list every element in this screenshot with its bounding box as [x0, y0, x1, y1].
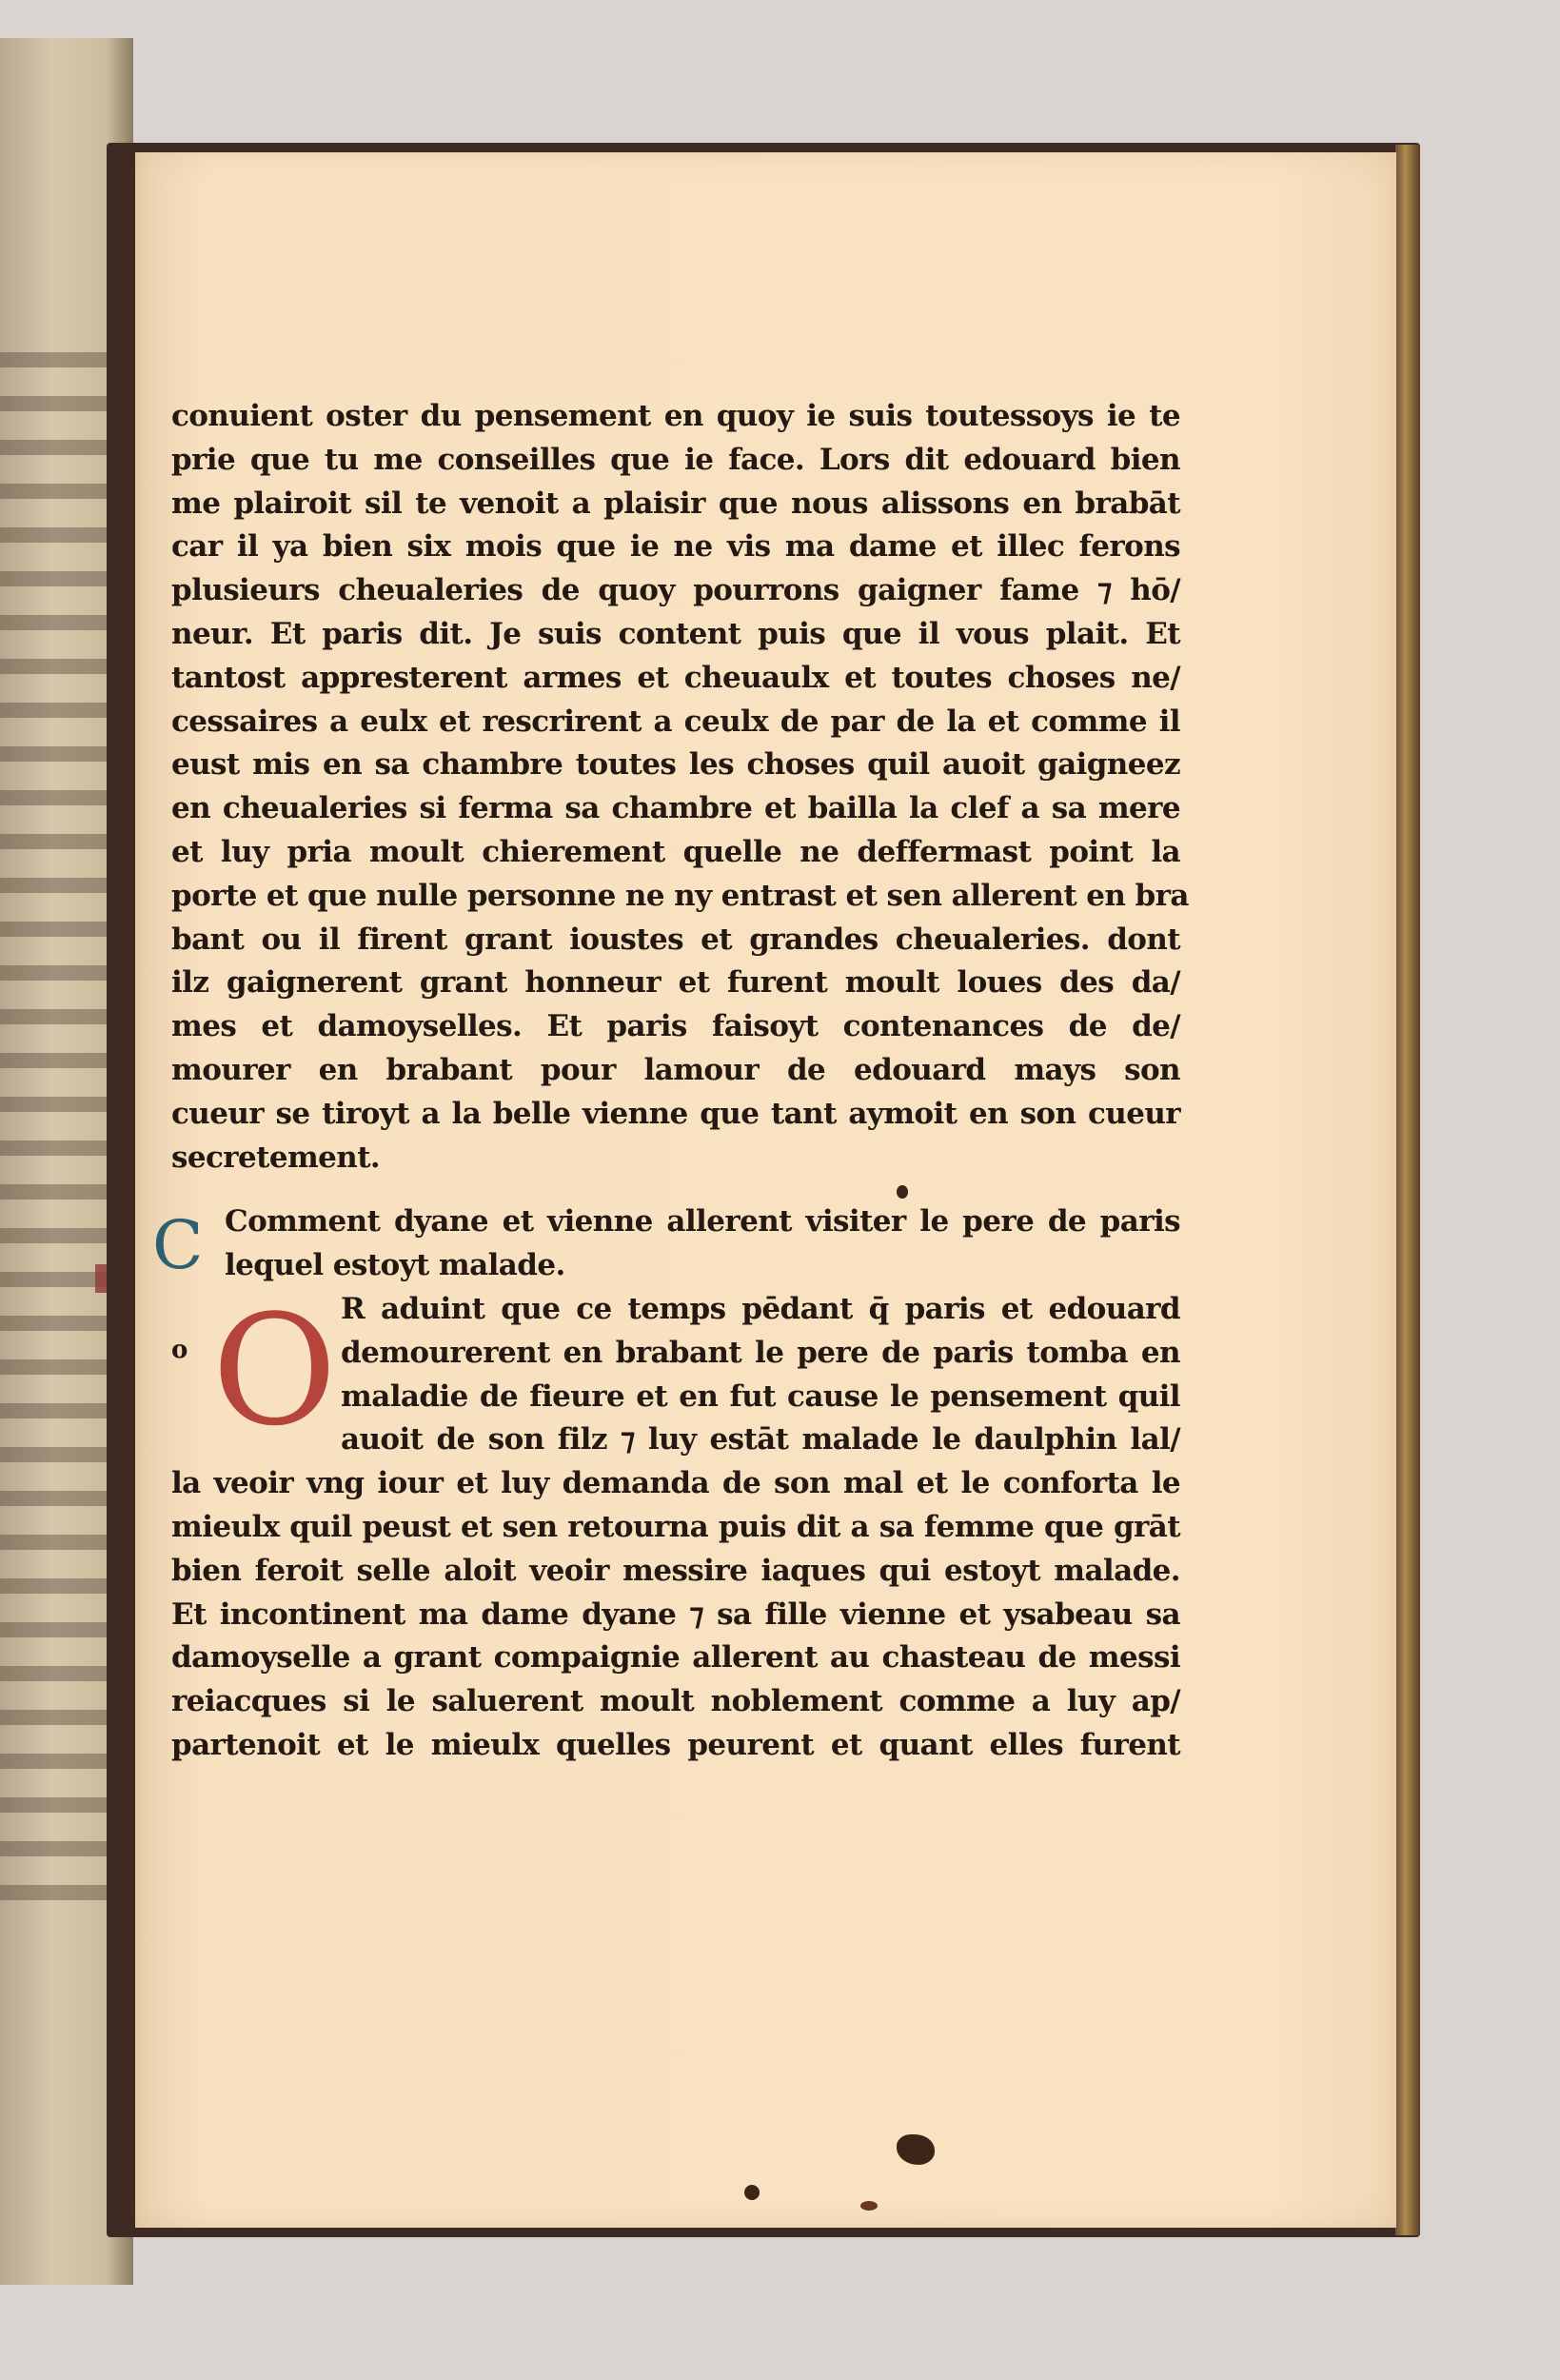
- text-line: la veoir vng iour et luy demanda de son mal et le conforta le: [171, 1466, 1180, 1501]
- text-line: conuient oster du pensement en quoy ie suis toutessoys ie te: [171, 399, 1180, 433]
- text-line: neur. Et paris dit. Je suis content puis que il vous plait. Et: [171, 616, 1180, 651]
- text-line: reiacques si le saluerent moult noblement comme a luy ap/: [171, 1684, 1180, 1719]
- text-line: auoit de son filz ⁊ luy estāt malade le daulphin lal/: [341, 1422, 1180, 1458]
- text-line: eust mis en sa chambre toutes les choses quil auoit gaigneez: [171, 747, 1180, 783]
- text-line: Et incontinent ma dame dyane ⁊ sa fille vienne et ysabeau sa: [171, 1597, 1180, 1632]
- text-line: mes et damoyselles. Et paris faisoyt contenances de de/: [171, 1009, 1180, 1044]
- text-line: Comment dyane et vienne allerent visiter le pere de paris: [225, 1204, 1180, 1240]
- text-line: et luy pria moult chierement quelle ne deffermast point la: [171, 834, 1180, 869]
- text-line: secretement.: [171, 1140, 381, 1175]
- paragraph-2: [171, 1280, 1180, 1768]
- text-line: mourer en brabant pour lamour de edouard mays son: [171, 1052, 1180, 1087]
- book-page: [135, 152, 1396, 2228]
- text-line: bant ou il firent grant ioustes et grandes cheualeries. dont: [171, 922, 1180, 957]
- page-edges: [1395, 145, 1420, 2235]
- text-line: mieulx quil peust et sen retourna puis dit a sa femme que grāt: [171, 1509, 1180, 1544]
- text-line: me plairoit sil te venoit a plaisir que nous alissons en brabāt: [171, 486, 1180, 521]
- ink-stain: [860, 2201, 878, 2211]
- text-line: cueur se tiroyt a la belle vienne que tant aymoit en son cueur: [171, 1096, 1180, 1131]
- ink-stain: [744, 2185, 760, 2200]
- ink-stain: [897, 2134, 935, 2165]
- text-line: prie que tu me conseilles que ie face. Lors dit edouard bien: [171, 442, 1180, 477]
- paragraph-1: [171, 395, 1189, 1180]
- text-line: car il ya bien six mois que ie ne vis ma dame et illec ferons: [171, 529, 1180, 565]
- text-line: damoyselle a grant compaignie allerent au chasteau de messi: [171, 1640, 1180, 1676]
- chapter-heading: [152, 1200, 1180, 1288]
- heading-initial: C: [152, 1206, 203, 1285]
- guide-letter: o: [171, 1335, 188, 1364]
- paragraph-2-lines: [171, 1462, 1180, 1768]
- text-line: plusieurs cheualeries de quoy pourrons gaigner fame ⁊ hō/: [171, 573, 1180, 608]
- text-line: cessaires a eulx et rescrirent a ceulx de par de la et comme il: [171, 704, 1180, 739]
- text-line: lequel estoyt malade.: [225, 1248, 565, 1283]
- heading-text: [171, 1200, 1180, 1288]
- text-line: bien feroit selle aloit veoir messire iaques qui estoyt malade.: [171, 1553, 1180, 1588]
- text-block: [152, 395, 1189, 1768]
- drop-capital: O: [211, 1280, 337, 1459]
- text-line: porte et que nulle personne ne ny entrast et sen allerent en bra: [171, 878, 1189, 913]
- ink-stain: [897, 1185, 908, 1199]
- text-line: en cheualeries si ferma sa chambre et bailla la clef a sa mere: [171, 791, 1180, 826]
- text-line: maladie de fieure et en fut cause le pensement quil: [341, 1378, 1180, 1414]
- text-line: tantost appresterent armes et cheuaulx et toutes choses ne/: [171, 660, 1180, 695]
- text-line: ilz gaignerent grant honneur et furent moult loues des da/: [171, 965, 1180, 1001]
- text-line: partenoit et le mieulx quelles peurent et quant elles furent: [171, 1727, 1180, 1762]
- text-line: demourerent en brabant le pere de paris tomba en: [341, 1335, 1180, 1370]
- text-line: R aduint que ce temps pēdant q̄ paris et edouard: [341, 1291, 1180, 1326]
